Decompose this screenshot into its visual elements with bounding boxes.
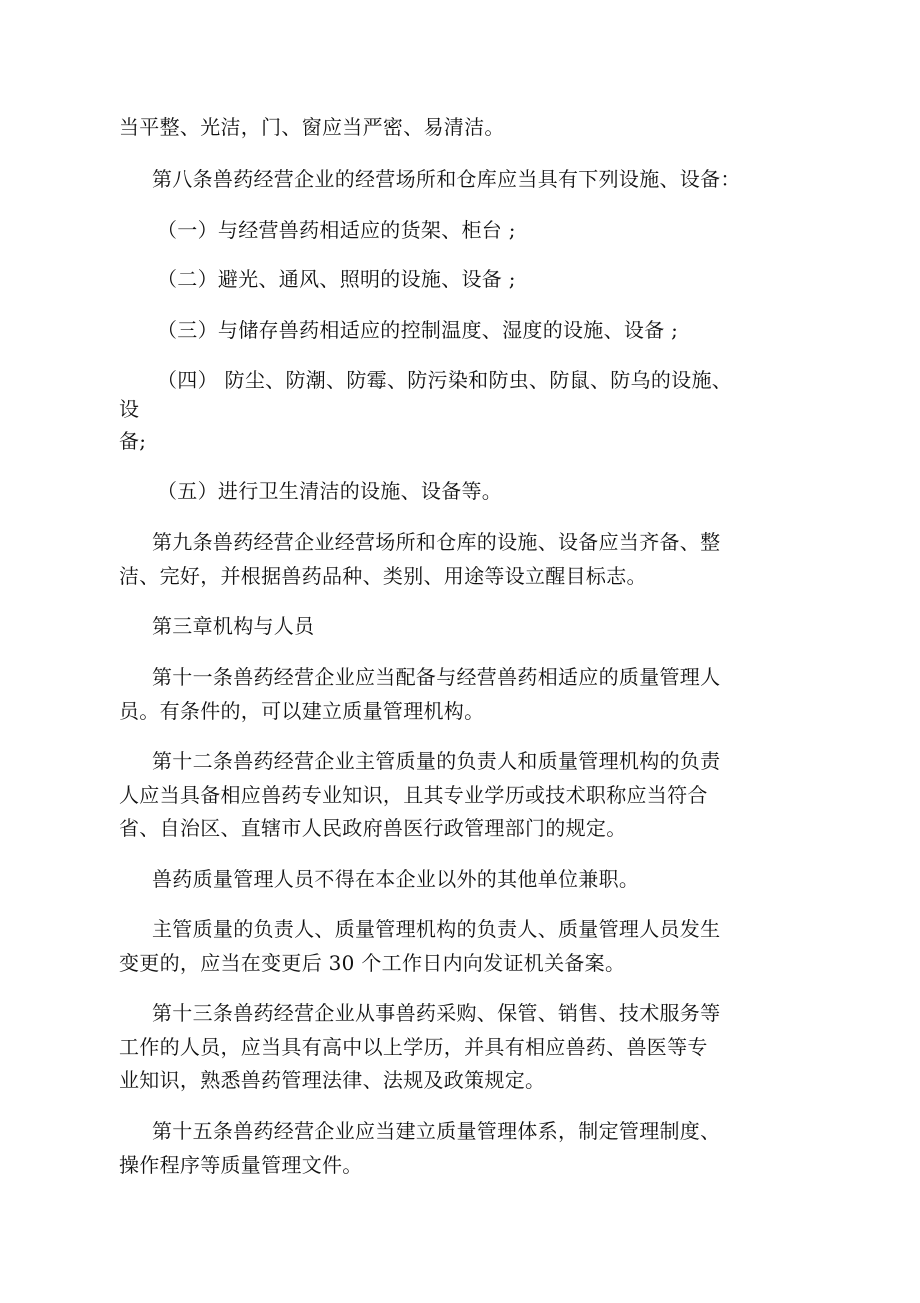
article-12-line-2: 省、自治区、直辖市人民政府兽医行政管理部门的规定。	[119, 816, 627, 840]
article-9-line-1: 洁、完好，并根据兽药品种、类别、用途等设立醒目标志。	[119, 564, 647, 588]
article-15-line-0: 第十五条兽药经营企业应当建立质量管理体系，制定管理制度、	[152, 1119, 721, 1143]
article-13-line-0: 第十三条兽药经营企业从事兽药采购、保管、销售、技术服务等	[152, 1001, 721, 1025]
list-item-1: （一）与经营兽药相适应的货架、柜台 ;	[157, 218, 516, 242]
list-item-3: （三）与储存兽药相适应的控制温度、湿度的设施、设备 ;	[157, 318, 679, 342]
list-item-4-line-1: 设	[119, 397, 140, 421]
article-11-line-1: 员。有条件的，可以建立质量管理机构。	[119, 699, 485, 723]
article-8-heading-line: 第八条兽药经营企业的经营场所和仓库应当具有下列设施、设备：	[152, 167, 741, 191]
part-time-rule-line: 兽药质量管理人员不得在本企业以外的其他单位兼职。	[152, 867, 640, 891]
chapter-3-heading: 第三章机构与人员	[152, 614, 315, 638]
article-9-line-0: 第九条兽药经营企业经营场所和仓库的设施、设备应当齐备、整	[152, 530, 721, 554]
article-11-line-0: 第十一条兽药经营企业应当配备与经营兽药相适应的质量管理人	[152, 665, 721, 689]
personnel-change-line-1: 变更的，应当在变更后 30 个工作日内向发证机关备案。	[119, 951, 626, 975]
list-item-5: （五）进行卫生清洁的设施、设备等。	[157, 479, 503, 503]
article-13-line-1: 工作的人员，应当具有高中以上学历，并具有相应兽药、兽医等专	[119, 1035, 708, 1059]
article-12-line-1: 人应当具备相应兽药专业知识，且其专业学历或技术职称应当符合	[119, 783, 708, 807]
article-13-line-2: 业知识，熟悉兽药管理法律、法规及政策规定。	[119, 1068, 546, 1092]
paragraph-0-line-0: 当平整、光洁，门、窗应当严密、易清洁。	[119, 115, 505, 139]
list-item-2: （二）避光、通风、照明的设施、设备 ;	[157, 267, 516, 291]
list-item-4-line-0: （四） 防尘、防潮、防霉、防污染和防虫、防鼠、防乌的设施、	[157, 368, 733, 392]
personnel-change-line-0: 主管质量的负责人、质量管理机构的负责人、质量管理人员发生	[152, 917, 721, 941]
article-15-line-1: 操作程序等质量管理文件。	[119, 1153, 363, 1177]
article-12-line-0: 第十二条兽药经营企业主管质量的负责人和质量管理机构的负责	[152, 749, 721, 773]
list-item-4-line-2: 备;	[119, 429, 147, 453]
